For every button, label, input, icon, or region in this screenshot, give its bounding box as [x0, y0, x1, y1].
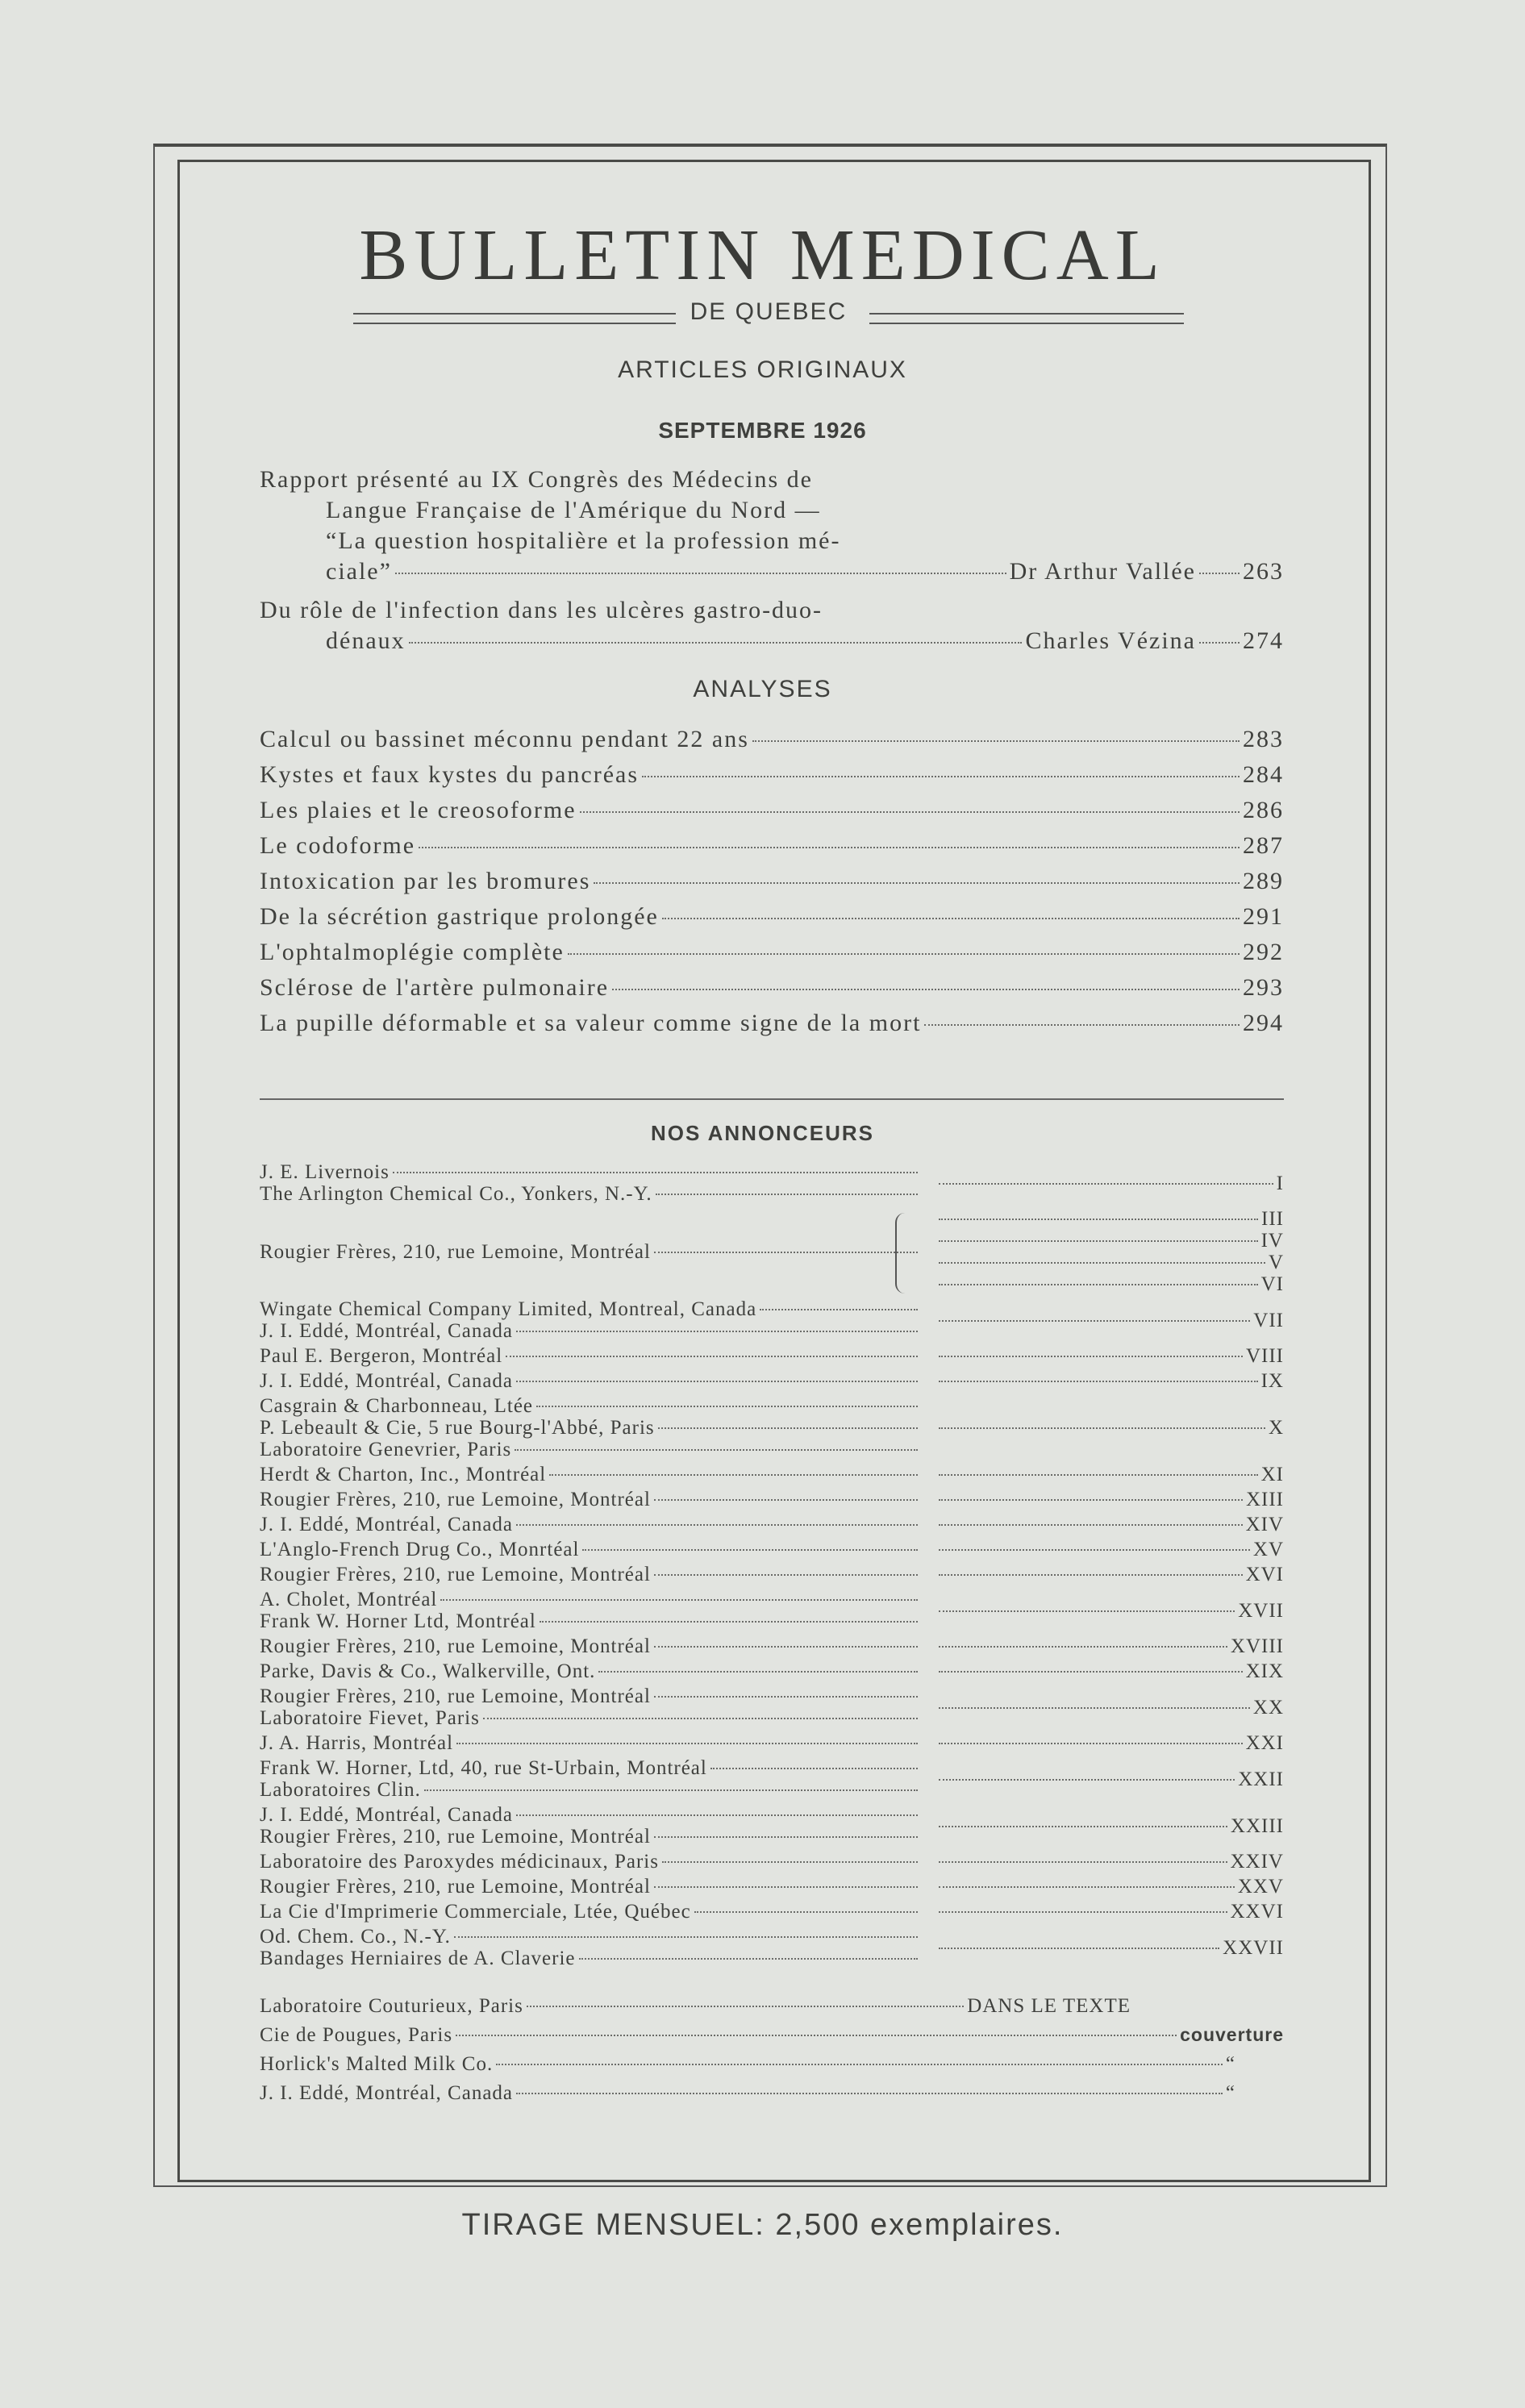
- dot-leader: [656, 1194, 918, 1195]
- dot-leader: [598, 1671, 918, 1673]
- advertiser-page-entry: [935, 1230, 1284, 1252]
- advertiser-name: Od. Chem. Co., N.-Y.: [260, 1926, 451, 1948]
- advertiser-page: XVI: [1245, 1564, 1284, 1585]
- dot-leader: [536, 1406, 918, 1407]
- dot-leader: [580, 811, 1240, 813]
- advertiser-entry: [260, 1635, 921, 1658]
- advertiser-entry: [260, 1732, 921, 1755]
- dot-leader: [924, 1024, 1240, 1026]
- analyses-page: 292: [1243, 939, 1284, 965]
- advertiser-page-entry: [935, 1345, 1284, 1368]
- advertiser-name: Wingate Chemical Company Limited, Montreal, Canada: [260, 1298, 757, 1320]
- advertiser-entry: [260, 1779, 921, 1802]
- dot-leader: [594, 882, 1240, 884]
- article-2-author: Charles Vézina: [1025, 627, 1196, 654]
- advertiser-page-entry: [935, 1660, 1284, 1683]
- circulation-footer: TIRAGE MENSUEL: 2,500 exemplaires.: [461, 2208, 1064, 2242]
- advertiser-page-entry: [935, 1937, 1284, 1960]
- advertiser-name: A. Cholet, Montréal: [260, 1589, 438, 1610]
- advertiser-entry: [260, 1707, 921, 1730]
- advertiser-name: The Arlington Chemical Co., Yonkers, N.-Y.: [260, 1183, 652, 1205]
- advertiser-page: XXV: [1237, 1876, 1284, 1898]
- advertiser-name: Rougier Frères, 210, rue Lemoine, Montréal: [260, 1826, 651, 1848]
- dot-leader: [939, 1779, 1235, 1781]
- analyses-page: 286: [1243, 797, 1284, 823]
- advertiser-page-entry: [935, 1489, 1284, 1511]
- dot-leader: [393, 1172, 918, 1173]
- dot-leader: [527, 2006, 964, 2007]
- dot-leader: [454, 1936, 918, 1938]
- dot-leader: [516, 1381, 918, 1382]
- dot-leader: [939, 1911, 1227, 1913]
- advertiser-entry: [260, 1876, 921, 1898]
- dot-leader: [642, 776, 1240, 777]
- advertiser-page-entry: [935, 1600, 1284, 1623]
- advertiser-entry: [260, 1417, 921, 1439]
- advertiser-entry: [260, 1161, 921, 1184]
- advertiser-name: Casgrain & Charbonneau, Ltée: [260, 1395, 534, 1417]
- in-text-name: Laboratoire Couturieux, Paris: [260, 1995, 523, 2017]
- advertiser-page-entry: [935, 1273, 1284, 1296]
- dot-leader: [419, 847, 1240, 848]
- advertiser-page: XXIII: [1230, 1814, 1284, 1837]
- advertiser-page: III: [1261, 1208, 1284, 1230]
- advertiser-entry: [260, 1320, 921, 1343]
- dot-leader: [1199, 642, 1240, 644]
- advertiser-name: Frank W. Horner, Ltd, 40, rue St-Urbain, Montréal: [260, 1757, 707, 1779]
- in-text-entry: [260, 1995, 1284, 2018]
- advertiser-entry: [260, 1660, 921, 1683]
- in-text-page: couverture: [1180, 2024, 1284, 2045]
- advertiser-page-entry: [935, 1310, 1284, 1332]
- advertiser-entry: [260, 1395, 921, 1418]
- advertiser-entry: [260, 1539, 921, 1561]
- dot-leader: [549, 1474, 918, 1476]
- dot-leader: [939, 1284, 1258, 1285]
- advertiser-page: XX: [1252, 1696, 1284, 1719]
- dot-leader: [395, 573, 1006, 574]
- advertiser-page: VIII: [1245, 1345, 1284, 1367]
- dot-leader: [662, 1861, 918, 1863]
- dot-leader: [939, 1381, 1258, 1382]
- dot-leader: [939, 1356, 1243, 1357]
- dot-leader: [568, 953, 1240, 955]
- advertiser-page: XV: [1252, 1539, 1284, 1560]
- advertiser-name: J. I. Eddé, Montréal, Canada: [260, 1804, 514, 1826]
- articles-heading: ARTICLES ORIGINAUX: [618, 356, 907, 383]
- analyses-entry: [260, 797, 1284, 824]
- advertiser-name: La Cie d'Imprimerie Commerciale, Ltée, Québec: [260, 1901, 691, 1923]
- dot-leader: [939, 1240, 1258, 1242]
- advertiser-name: Frank W. Horner Ltd, Montréal: [260, 1610, 536, 1632]
- advertiser-entry: [260, 1589, 921, 1611]
- advertiser-page: V: [1268, 1252, 1284, 1273]
- article-1-page: 263: [1243, 558, 1284, 585]
- advertiser-entry: [260, 1826, 921, 1848]
- advertiser-name: L'Anglo-French Drug Co., Monrtéal: [260, 1539, 580, 1560]
- advertiser-page: IV: [1260, 1230, 1284, 1252]
- analyses-title: Les plaies et le creosoforme: [260, 797, 577, 823]
- advertiser-page: XVII: [1238, 1599, 1284, 1622]
- analyses-page: 291: [1243, 903, 1284, 930]
- dot-leader: [939, 1707, 1250, 1709]
- analyses-title: Kystes et faux kystes du pancréas: [260, 761, 640, 788]
- in-text-page: “: [1225, 2053, 1235, 2075]
- journal-title: BULLETIN MEDICAL: [359, 215, 1166, 295]
- in-text-name: Horlick's Malted Milk Co.: [260, 2053, 494, 2075]
- analyses-title: De la sécrétion gastrique prolongée: [260, 903, 659, 930]
- advertiser-name: Laboratoire des Paroxydes médicinaux, Paris: [260, 1851, 659, 1873]
- dot-leader: [612, 989, 1240, 990]
- dot-leader: [939, 1427, 1265, 1429]
- advertiser-name: Paul E. Bergeron, Montréal: [260, 1345, 503, 1367]
- advertiser-entry: [260, 1241, 921, 1264]
- dot-leader: [694, 1911, 918, 1913]
- dot-leader: [516, 1331, 918, 1332]
- dot-leader: [939, 1549, 1250, 1551]
- advertiser-page: XIV: [1245, 1514, 1284, 1535]
- dot-leader: [456, 1743, 918, 1744]
- dot-leader: [752, 740, 1240, 742]
- advertiser-entry: [260, 1370, 921, 1393]
- in-text-name: J. I. Eddé, Montréal, Canada: [260, 2082, 514, 2104]
- advertiser-name: Parke, Davis & Co., Walkerville, Ont.: [260, 1660, 596, 1682]
- dot-leader: [654, 1252, 918, 1253]
- dot-leader: [760, 1309, 918, 1310]
- in-text-entry: [260, 2082, 1284, 2105]
- advertiser-entry: [260, 1439, 921, 1461]
- advertiser-name: J. E. Livernois: [260, 1161, 390, 1183]
- dot-leader: [515, 1449, 918, 1451]
- advertiser-page: XI: [1260, 1464, 1284, 1485]
- article-1-author: Dr Arthur Vallée: [1009, 558, 1196, 585]
- dot-leader: [540, 1621, 918, 1623]
- dot-leader: [409, 642, 1023, 644]
- advertiser-name: Bandages Herniaires de A. Claverie: [260, 1948, 576, 1969]
- dot-leader: [939, 1574, 1243, 1576]
- dot-leader: [654, 1836, 918, 1838]
- advertiser-name: J. I. Eddé, Montréal, Canada: [260, 1320, 514, 1342]
- advertiser-page: XXVII: [1223, 1936, 1284, 1959]
- advertiser-name: J. I. Eddé, Montréal, Canada: [260, 1370, 514, 1392]
- section-divider: [260, 1098, 1284, 1100]
- analyses-entry: [260, 903, 1284, 931]
- in-text-page: DANS LE TEXTE: [967, 1995, 1131, 2017]
- dot-leader: [654, 1574, 918, 1576]
- dot-leader: [1199, 573, 1240, 574]
- advertiser-name: Laboratoire Genevrier, Paris: [260, 1439, 512, 1460]
- article-2-entry: [326, 627, 1284, 655]
- analyses-page: 284: [1243, 761, 1284, 788]
- in-text-entry: [260, 2053, 1284, 2076]
- dot-leader: [662, 918, 1240, 919]
- analyses-title: L'ophtalmoplégie complète: [260, 939, 565, 965]
- analyses-page: 287: [1243, 832, 1284, 859]
- advertiser-page-entry: [935, 1539, 1284, 1561]
- dot-leader: [939, 1262, 1265, 1264]
- dot-leader: [654, 1499, 918, 1501]
- dot-leader: [456, 2035, 1177, 2036]
- advertiser-page-entry: [935, 1901, 1284, 1923]
- journal-subtitle: DE QUEBEC: [690, 298, 848, 325]
- advertiser-page-entry: [935, 1732, 1284, 1755]
- dot-leader: [939, 1646, 1227, 1648]
- dot-leader: [516, 1524, 918, 1526]
- dot-leader: [939, 1861, 1227, 1863]
- dot-leader: [939, 1826, 1227, 1827]
- advertiser-page-entry: [935, 1769, 1284, 1791]
- analyses-entry: [260, 761, 1284, 789]
- advertiser-name: Rougier Frères, 210, rue Lemoine, Montréal: [260, 1635, 651, 1657]
- dot-leader: [516, 1814, 918, 1816]
- analyses-page: 289: [1243, 868, 1284, 894]
- dot-leader: [654, 1696, 918, 1698]
- dot-leader: [939, 1743, 1243, 1744]
- dot-leader: [579, 1958, 918, 1960]
- advertiser-entry: [260, 1685, 921, 1708]
- in-text-name: Cie de Pougues, Paris: [260, 2024, 453, 2046]
- advertiser-page: X: [1268, 1417, 1284, 1439]
- analyses-page: 294: [1243, 1010, 1284, 1036]
- in-text-page: “: [1225, 2082, 1235, 2104]
- advertiser-page: XXIV: [1230, 1851, 1284, 1873]
- article-1-entry: [326, 558, 1284, 585]
- advertiser-page: XIX: [1245, 1660, 1284, 1682]
- analyses-entry: [260, 1010, 1284, 1037]
- advertiser-entry: [260, 1610, 921, 1633]
- analyses-title: Le codoforme: [260, 832, 416, 859]
- advertiser-page: IX: [1260, 1370, 1284, 1392]
- analyses-page: 293: [1243, 974, 1284, 1001]
- advertiser-name: Rougier Frères, 210, rue Lemoine, Montréal: [260, 1685, 651, 1707]
- advertiser-page-entry: [935, 1514, 1284, 1536]
- article-2-line-1: Du rôle de l'infection dans les ulcères gastro-duo-: [260, 597, 823, 623]
- advertiser-page: XVIII: [1230, 1635, 1284, 1657]
- dot-leader: [710, 1768, 918, 1769]
- advertiser-page-entry: [935, 1876, 1284, 1898]
- advertiser-page-entry: [935, 1252, 1284, 1274]
- advertiser-entry: [260, 1464, 921, 1486]
- advertiser-name: Rougier Frères, 210, rue Lemoine, Montréal: [260, 1240, 651, 1263]
- dot-leader: [939, 1219, 1258, 1220]
- advertiser-name: Herdt & Charton, Inc., Montréal: [260, 1464, 547, 1485]
- article-2-page: 274: [1243, 627, 1284, 654]
- advertiser-name: P. Lebeault & Cie, 5 rue Bourg-l'Abbé, Paris: [260, 1417, 655, 1439]
- dot-leader: [440, 1599, 918, 1601]
- advertiser-entry: [260, 1489, 921, 1511]
- advertiser-entry: [260, 1926, 921, 1948]
- dot-leader: [582, 1549, 918, 1551]
- advertiser-entry: [260, 1564, 921, 1586]
- article-1-line-4: ciale”: [326, 558, 392, 585]
- advertiser-page: XXII: [1238, 1768, 1284, 1790]
- in-text-entry: [260, 2024, 1284, 2047]
- dot-leader: [939, 1474, 1258, 1476]
- advertiser-name: Rougier Frères, 210, rue Lemoine, Montréal: [260, 1489, 651, 1510]
- advertiser-page: VI: [1260, 1273, 1284, 1295]
- dot-leader: [424, 1789, 918, 1791]
- analyses-entry: [260, 974, 1284, 1002]
- analyses-heading: ANALYSES: [693, 676, 832, 702]
- article-2-line-2: dénaux: [326, 627, 406, 654]
- advertiser-entry: [260, 1757, 921, 1780]
- analyses-title: Intoxication par les bromures: [260, 868, 591, 894]
- advertiser-name: J. A. Harris, Montréal: [260, 1732, 454, 1754]
- advertiser-page-entry: [935, 1564, 1284, 1586]
- dot-leader: [939, 1671, 1243, 1673]
- analyses-title: Calcul ou bassinet méconnu pendant 22 ans: [260, 726, 749, 752]
- advertiser-page-entry: [935, 1173, 1284, 1195]
- advertiser-page-entry: [935, 1635, 1284, 1658]
- dot-leader: [939, 1320, 1250, 1322]
- advertiser-entry: [260, 1804, 921, 1827]
- dot-leader: [496, 2064, 1223, 2065]
- advertiser-entry: [260, 1901, 921, 1923]
- analyses-entry: [260, 832, 1284, 860]
- advertiser-page: XXI: [1245, 1732, 1284, 1754]
- article-1-line-3: “La question hospitalière et la profession mé-: [326, 527, 841, 554]
- advertiser-page-entry: [935, 1208, 1284, 1231]
- article-1-line-2: Langue Française de l'Amérique du Nord —: [326, 497, 821, 523]
- advertisers-heading: NOS ANNONCEURS: [651, 1121, 874, 1145]
- brace: [895, 1213, 908, 1294]
- advertiser-page-entry: [935, 1697, 1284, 1719]
- analyses-entry: [260, 939, 1284, 966]
- article-1-line-1: Rapport présenté au IX Congrès des Médecins de: [260, 466, 813, 493]
- advertiser-page: VII: [1253, 1309, 1284, 1331]
- dot-leader: [516, 2093, 1223, 2094]
- analyses-entry: [260, 868, 1284, 895]
- advertiser-page-entry: [935, 1417, 1284, 1439]
- advertiser-name: Laboratoire Fievet, Paris: [260, 1707, 480, 1729]
- advertiser-name: J. I. Eddé, Montréal, Canada: [260, 1514, 514, 1535]
- dot-leader: [939, 1183, 1273, 1185]
- analyses-title: Sclérose de l'artère pulmonaire: [260, 974, 610, 1001]
- advertiser-entry: [260, 1345, 921, 1368]
- advertiser-entry: [260, 1851, 921, 1873]
- advertiser-name: Laboratoires Clin.: [260, 1779, 421, 1801]
- advertiser-page: I: [1276, 1172, 1284, 1194]
- advertiser-page-entry: [935, 1464, 1284, 1486]
- dot-leader: [939, 1886, 1235, 1888]
- advertiser-name: Rougier Frères, 210, rue Lemoine, Montréal: [260, 1564, 651, 1585]
- advertiser-page: XXVI: [1230, 1901, 1284, 1923]
- advertiser-page: XIII: [1245, 1489, 1284, 1510]
- advertiser-name: Rougier Frères, 210, rue Lemoine, Montréal: [260, 1876, 651, 1898]
- dot-leader: [939, 1499, 1243, 1501]
- advertiser-entry: [260, 1948, 921, 1970]
- analyses-page: 283: [1243, 726, 1284, 752]
- analyses-entry: [260, 726, 1284, 753]
- advertiser-page-entry: [935, 1370, 1284, 1393]
- advertiser-page-entry: [935, 1815, 1284, 1838]
- dot-leader: [654, 1886, 918, 1888]
- advertiser-entry: [260, 1298, 921, 1321]
- dot-leader: [939, 1948, 1219, 1949]
- advertiser-entry: [260, 1514, 921, 1536]
- advertiser-page-entry: [935, 1851, 1284, 1873]
- advertiser-entry: [260, 1183, 921, 1206]
- dot-leader: [654, 1646, 918, 1648]
- dot-leader: [939, 1610, 1235, 1612]
- dot-leader: [658, 1427, 918, 1429]
- dot-leader: [483, 1718, 918, 1719]
- dot-leader: [506, 1356, 918, 1357]
- analyses-title: La pupille déformable et sa valeur comme signe de la mort: [260, 1010, 922, 1036]
- issue-date: SEPTEMBRE 1926: [658, 418, 867, 443]
- subtitle-band: [353, 298, 1184, 329]
- dot-leader: [939, 1524, 1243, 1526]
